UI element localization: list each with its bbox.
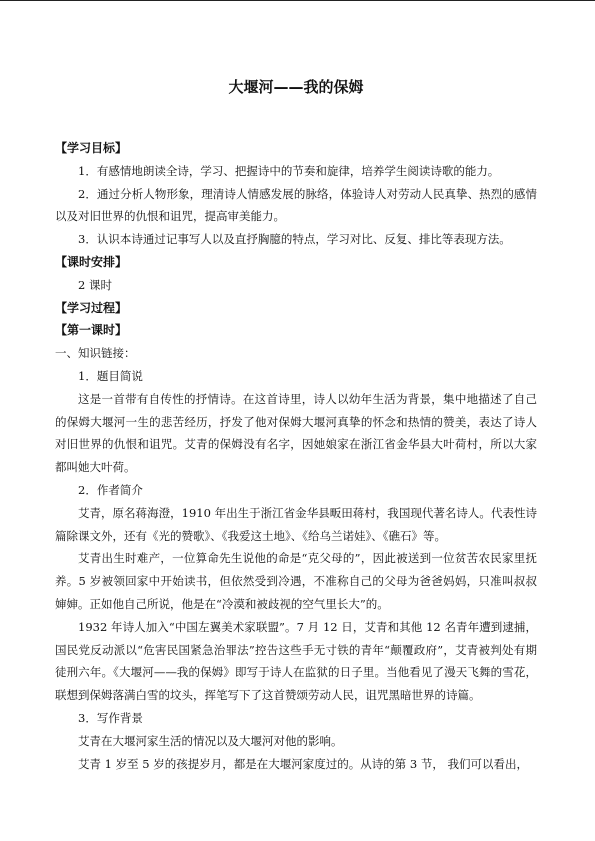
knowledge-heading: 一、知识链接： xyxy=(55,346,136,361)
topic-paragraph: 这是一首带有自传性的抒情诗。在这首诗里，诗人以幼年生活为背景，集中地描述了自己的保姆大堰河一生的悲苦经历，抒发了他对保姆大堰河真挚的怀念和热情的赞美，表达了诗人对旧世界的仇恨和诅咒。艾青的保姆没有名字，因她娘家在浙江省金华县大叶荷村，所以大家都叫她大叶荷。 xyxy=(55,391,537,475)
topic-heading: 1．题目简说 xyxy=(78,368,143,383)
document-body xyxy=(55,137,537,775)
background-paragraph-2: 艾青 1 岁至 5 岁的孩提岁月，都是在大堰河家度过的。从诗的第 3 节， 我们可以看出， xyxy=(78,756,529,771)
author-paragraph-3: 1932 年诗人加入“中国左翼美术家联盟”。7 月 12 日，艾青和其他 12 名青年遭到逮捕，国民党反动派以“危害民国紧急治罪法”控告这些手无寸铁的青年“颠覆政府”，艾青被判处有期徒刑六年。《大堰河——我的保姆》即写于诗人在监狱的日子里。当他看见了漫天飞舞的雪花，联想到保姆落满白雪的坟头，挥笔写下了这首赞颂劳动人民，诅咒黑暗世界的诗篇。 xyxy=(55,619,537,703)
goal-item-2: 2．通过分析人物形象，理清诗人情感发展的脉络，体验诗人对劳动人民真挚、热烈的感情以及对旧世界的仇恨和诅咒，提高审美能力。 xyxy=(55,186,537,224)
lesson1-heading: 【第一课时】 xyxy=(55,323,128,338)
background-heading: 3．写作背景 xyxy=(78,710,143,725)
page-top-rule xyxy=(0,0,595,1)
document-title: 大堰河——我的保姆 xyxy=(228,78,364,96)
author-paragraph-2: 艾青出生时难产，一位算命先生说他的命是“克父母的”，因此被送到一位贫苦农民家里抚养。5 岁被领回家中开始读书，但依然受到冷遇，不准称自己的父母为爸爸妈妈，只准叫叔叔婶婶。正如他自己所说，他是在“冷漠和被歧视的空气里长大”的。 xyxy=(55,551,537,611)
schedule-heading: 【课时安排】 xyxy=(55,254,128,269)
author-heading: 2．作者简介 xyxy=(78,482,143,497)
background-paragraph-1: 艾青在大堰河家生活的情况以及大堰河对他的影响。 xyxy=(78,733,343,748)
schedule-text: 2 课时 xyxy=(78,277,112,292)
goal-item-3: 3．认识本诗通过记事写人以及直抒胸臆的特点，学习对比、反复、排比等表现方法。 xyxy=(78,232,511,247)
goal-item-1: 1．有感情地朗读全诗，学习、把握诗中的节奏和旋律，培养学生阅读诗歌的能力。 xyxy=(78,163,500,178)
process-heading: 【学习过程】 xyxy=(55,300,128,315)
author-paragraph-1: 艾青，原名蒋海澄，1910 年出生于浙江省金华县畈田蒋村，我国现代著名诗人。代表性诗篇除课文外，还有《光的赞歌》、《我爱这土地》、《给乌兰诺娃》、《礁石》等。 xyxy=(55,505,537,543)
goals-heading: 【学习目标】 xyxy=(55,141,128,155)
